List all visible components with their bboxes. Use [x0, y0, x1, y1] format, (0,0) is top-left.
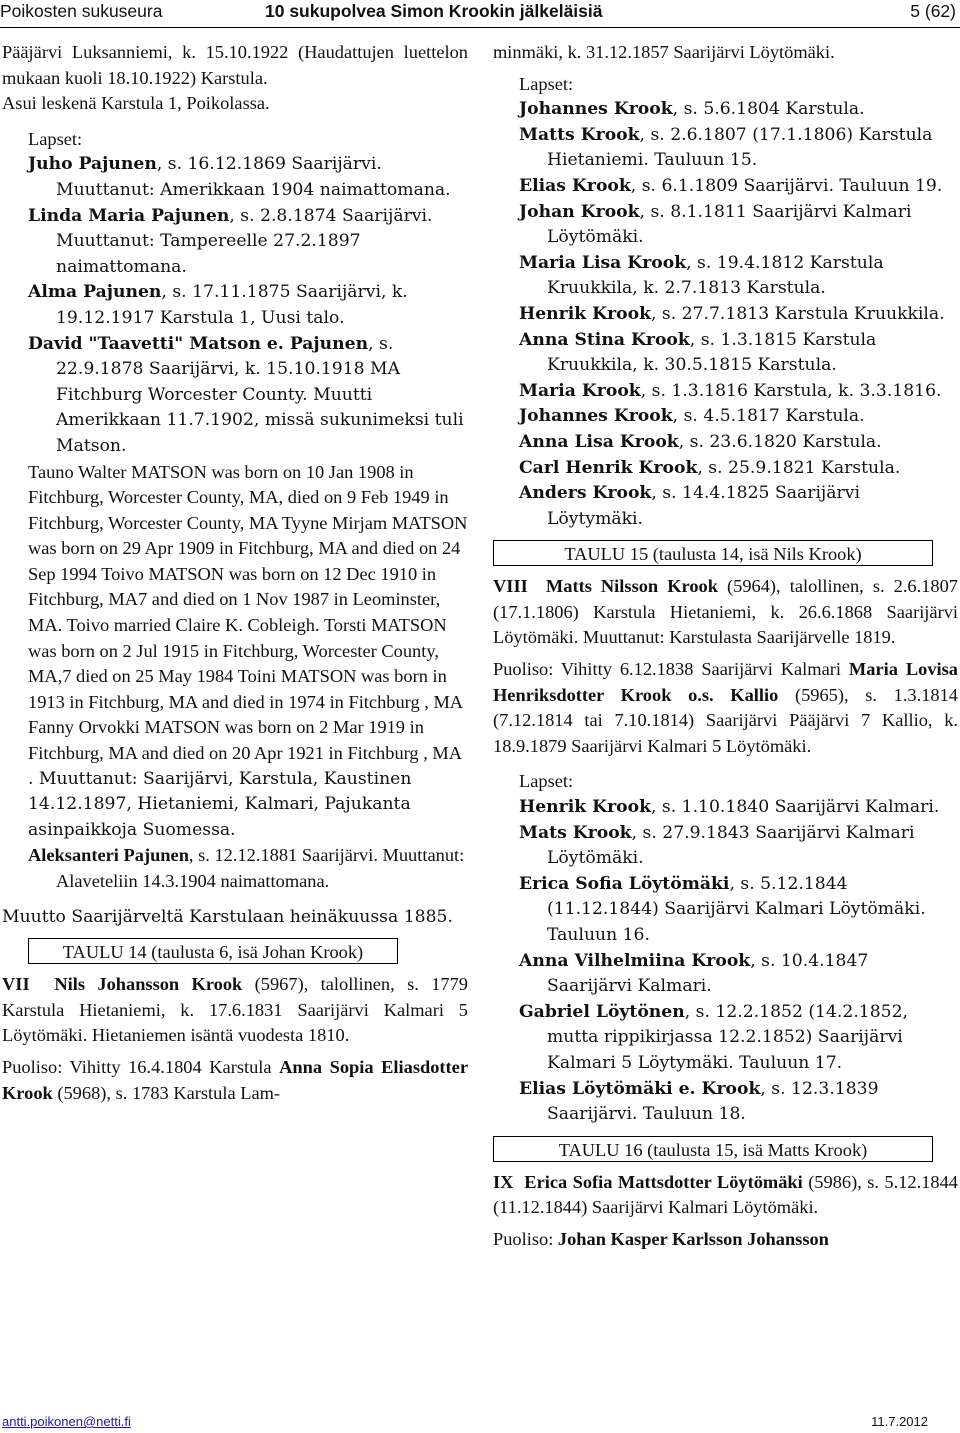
child-entry: Anders Krook, s. 14.4.1825 Saarijärvi Löytymäki. [519, 483, 860, 529]
header-title: 10 sukupolvea Simon Krookin jälkeläisiä [265, 1, 603, 21]
child-entry: Matts Krook, s. 2.6.1807 (17.1.1806) Karstula Hietaniemi. Tauluun 15. [519, 124, 933, 171]
children-list [493, 795, 958, 1128]
right-column [493, 40, 958, 1253]
children-label: Lapset: [28, 128, 83, 149]
child-name: Anna Stina Krook [519, 329, 690, 350]
spouse-9-entry: Puoliso: Johan Kasper Karlsson Johansson [493, 1228, 829, 1249]
generation-7-entry: VII Nils Johansson Krook (5967), talollinen, s. 1779 Karstula Hietaniemi, k. 17.6.1831 Saarijärvi Kalmari 5 Löytömäki. Hietaniemen isäntä vuodesta 1810. [2, 974, 468, 1046]
child-name: Aleksanteri Pajunen [28, 845, 189, 866]
child-name: David "Taavetti" Matson e. Pajunen [28, 333, 369, 354]
child-entry: Mats Krook, s. 27.9.1843 Saarijärvi Kalmari Löytömäki. [519, 822, 915, 869]
child-entry: Gabriel Löytönen, s. 12.2.1852 (14.2.1852, mutta rippikirjassa 12.2.1852) Saarijärvi Kalmari 5 Löytymäki. Tauluun 17. [519, 1001, 908, 1073]
child-name: Maria Lisa Krook [519, 252, 687, 273]
header-society: Poikosten sukuseura [0, 1, 163, 21]
left-column [2, 40, 468, 1106]
child-name: Anna Lisa Krook [519, 431, 679, 452]
child-entry: Johannes Krook, s. 4.5.1817 Karstula. [519, 406, 865, 427]
page-footer [0, 1410, 960, 1432]
table-15-heading: TAULU 15 (taulusta 14, isä Nils Krook) [493, 540, 933, 566]
child-entry: Henrik Krook, s. 1.10.1840 Saarijärvi Kalmari. [519, 797, 940, 818]
child-name: Anna Vilhelmiina Krook [519, 950, 751, 971]
child-entry: Juho Pajunen, s. 16.12.1869 Saarijärvi. Muuttanut: Amerikkaan 1904 naimattomana. [28, 154, 451, 200]
child-name: Juho Pajunen [28, 154, 157, 175]
child-entry: Johan Krook, s. 8.1.1811 Saarijärvi Kalmari Löytömäki. [519, 201, 912, 248]
child-name: Johannes Krook [519, 406, 673, 427]
child-entry: Maria Lisa Krook, s. 19.4.1812 Karstula Kruukkila, k. 2.7.1813 Karstula. [519, 252, 884, 299]
child-name: Linda Maria Pajunen [28, 205, 230, 226]
child-entry: Anna Vilhelmiina Krook, s. 10.4.1847 Saarijärvi Kalmari. [519, 950, 869, 997]
generation-8-entry: VIII Matts Nilsson Krook (5964), talollinen, s. 2.6.1807 (17.1.1806) Karstula Hietaniemi, k. 26.6.1868 Saarijärvi Löytömäki. Muuttanut: Karstulasta Saarijärvelle 1819. [493, 576, 959, 648]
child-name: Erica Sofia Löytömäki [519, 873, 730, 894]
spouse-7-continued: minmäki, k. 31.12.1857 Saarijärvi Löytömäki. [493, 42, 835, 62]
child-entry: Maria Krook, s. 1.3.1816 Karstula, k. 3.3.1816. [519, 380, 942, 401]
person-name: Nils Johansson Krook [54, 974, 243, 995]
table-14-heading: TAULU 14 (taulusta 6, isä Johan Krook) [28, 938, 398, 964]
children-label: Lapset: [519, 771, 574, 792]
child-name: Elias Löytömäki e. Krook [519, 1078, 761, 1099]
child-entry: Alma Pajunen, s. 17.11.1875 Saarijärvi, k. 19.12.1917 Karstula 1, Uusi talo. [28, 282, 408, 328]
child-name: Henrik Krook [519, 303, 651, 324]
child-entry: Linda Maria Pajunen, s. 2.8.1874 Saarijärvi. Muuttanut: Tampereelle 27.2.1897 naimattomana. [28, 205, 433, 277]
header-page-number: 5 (62) [910, 1, 956, 21]
child-entry: Aleksanteri Pajunen, s. 12.12.1881 Saarijärvi. Muuttanut: Alaveteliin 14.3.1904 naimattomana. [28, 845, 465, 891]
person-name: Johan Kasper Karlsson Johansson [557, 1228, 829, 1249]
child-entry: Carl Henrik Krook, s. 25.9.1821 Karstula. [519, 457, 901, 478]
child-entry: Anna Lisa Krook, s. 23.6.1820 Karstula. [519, 431, 882, 452]
child-name: Matts Krook [519, 124, 640, 145]
child-entry: Erica Sofia Löytömäki, s. 5.12.1844 (11.12.1844) Saarijärvi Kalmari Löytömäki. Tauluun 16. [519, 873, 926, 945]
generation-9-entry: IX Erica Sofia Mattsdotter Löytömäki (5986), s. 5.12.1844 (11.12.1844) Saarijärvi Kalmari Löytömäki. [493, 1171, 958, 1218]
child-name: Elias Krook [519, 175, 631, 196]
children-list [493, 97, 958, 532]
person-name: Maria Lovisa Henriksdotter Krook o.s. Kallio [493, 659, 958, 705]
child-name: Carl Henrik Krook [519, 457, 698, 478]
child-name: Alma Pajunen [28, 282, 162, 303]
migration-note: . Muuttanut: Saarijärvi, Karstula, Kaustinen 14.12.1897, Hietaniemi, Kalmari, Pajukanta asinpaikkoja Suomessa. [28, 768, 412, 840]
child-name: Johannes Krook [519, 99, 673, 120]
spouse-7-entry: Puoliso: Vihitty 16.4.1804 Karstula Anna Sopia Eliasdotter Krook (5968), s. 1783 Karstula Lam- [2, 1056, 468, 1103]
page-header [0, 0, 960, 28]
child-entry: Elias Krook, s. 6.1.1809 Saarijärvi. Tauluun 19. [519, 175, 943, 196]
matson-family-note: Tauno Walter MATSON was born on 10 Jan 1908 in Fitchburg, Worcester County, MA, died on 9 Feb 1949 in Fitchburg, Worcester County, MA Tyyne Mirjam MATSON was born on 29 Apr 1909 in Fitchburg, MA and died on 24 Sep 1994 Toivo MATSON was born on 12 Dec 1910 in Fitchburg, MA7 and died on 1 Nov 1987 in Leominster, MA. Toivo married Claire K. Cobleigh. Torsti MATSON was born on 2 Jul 1915 in Fitchburg, Worcester County, MA,7 died on 25 May 1984 Toini MATSON was born in 1913 in Fitchburg, MA and died in 1974 in Fitchburg , MA Fanny Orvokki MATSON was born on 2 Mar 1919 in Fitchburg, MA and died on 20 Apr 1921 in Fitchburg , MA [28, 461, 468, 764]
person-name: Anna Sopia Eliasdotter Krook [2, 1056, 468, 1103]
footer-date: 11.7.2012 [871, 1414, 928, 1429]
widow-note: Asui leskenä Karstula 1, Poikolassa. [2, 93, 270, 114]
child-name: Anders Krook [519, 483, 652, 504]
child-entry: Johannes Krook, s. 5.6.1804 Karstula. [519, 99, 865, 120]
children-label: Lapset: [519, 73, 574, 94]
child-name: Maria Krook [519, 380, 641, 401]
child-name: Johan Krook [519, 201, 640, 222]
person-name: Erica Sofia Mattsdotter Löytömäki [524, 1171, 803, 1192]
child-name: Mats Krook [519, 822, 632, 843]
child-name: Gabriel Löytönen [519, 1001, 685, 1022]
child-entry: David "Taavetti" Matson e. Pajunen, s. 22.9.1878 Saarijärvi, k. 15.10.1918 MA Fitchburg Worcester County. Muutti Amerikkaan 11.7.1902, missä sukunimeksi tuli Matson. [28, 333, 464, 456]
move-note: Muutto Saarijärveltä Karstulaan heinäkuussa 1885. [2, 906, 453, 927]
child-name: Henrik Krook [519, 797, 651, 818]
intro-text: Pääjärvi Luksanniemi, k. 15.10.1922 (Haudattujen luettelon mukaan kuoli 18.10.1922) Karstula. [2, 42, 468, 88]
table-16-heading: TAULU 16 (taulusta 15, isä Matts Krook) [493, 1136, 933, 1162]
child-entry: Anna Stina Krook, s. 1.3.1815 Karstula Kruukkila, k. 30.5.1815 Karstula. [519, 329, 877, 376]
footer-email-link[interactable]: antti.poikonen@netti.fi [2, 1414, 131, 1429]
child-entry: Henrik Krook, s. 27.7.1813 Karstula Kruukkila. [519, 303, 945, 324]
spouse-8-entry: Puoliso: Vihitty 6.12.1838 Saarijärvi Kalmari Maria Lovisa Henriksdotter Krook o.s. Kallio (5965), s. 1.3.1814 (7.12.1814 tai 7.10.1814) Saarijärvi Pääjärvi 7 Kallio, k. 18.9.1879 Saarijärvi Kalmari 5 Löytömäki. [493, 659, 958, 756]
person-name: Matts Nilsson Krook [545, 576, 718, 597]
child-entry: Elias Löytömäki e. Krook, s. 12.3.1839 Saarijärvi. Tauluun 18. [519, 1078, 879, 1125]
